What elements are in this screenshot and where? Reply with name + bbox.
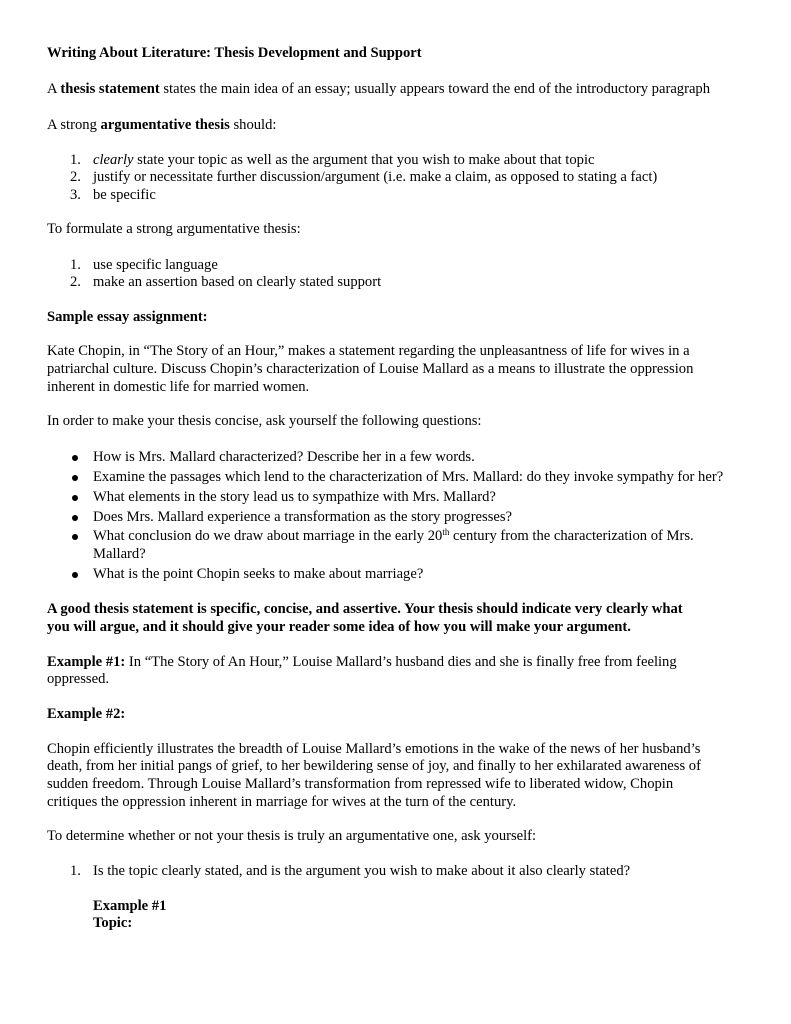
sample-heading: Sample essay assignment: <box>47 309 208 325</box>
list-item: clearly state your topic as well as the argument that you wish to make about that topic <box>93 152 595 168</box>
paragraph-line: sudden freedom. Through Louise Mallard’s transformation from repressed wife to liberated widow, Chopin <box>47 776 674 792</box>
paragraph-line: Chopin efficiently illustrates the breadth of Louise Mallard’s emotions in the wake of the news of her husband’s <box>47 741 701 757</box>
thesis-definition: A thesis statement states the main idea of an essay; usually appears toward the end of the introductory paragraph <box>47 81 711 97</box>
bullet-icon <box>72 515 78 521</box>
list-number: 2. <box>70 274 81 290</box>
paragraph-line: Kate Chopin, in “The Story of an Hour,” makes a statement regarding the unpleasantness of life for wives in a <box>47 343 690 359</box>
list-item: use specific language <box>93 257 218 273</box>
strong-thesis-intro: A strong argumentative thesis should: <box>47 117 277 133</box>
list-item: Does Mrs. Mallard experience a transformation as the story progresses? <box>93 509 513 525</box>
questions-intro: In order to make your thesis concise, ask yourself the following questions: <box>47 413 482 429</box>
bullet-icon <box>72 572 78 578</box>
list-item: Is the topic clearly stated, and is the argument you wish to make about it also clearly stated? <box>93 863 631 879</box>
list-item: What elements in the story lead us to sympathize with Mrs. Mallard? <box>93 489 496 505</box>
example-label: Example #1 <box>93 898 167 914</box>
topic-label: Topic: <box>93 915 133 931</box>
list-number: 1. <box>70 152 81 168</box>
paragraph-line: patriarchal culture. Discuss Chopin’s characterization of Louise Mallard as a means to illustrate the oppression <box>47 361 694 377</box>
paragraph-line: critiques the oppression inherent in marriage for wives at the turn of the century. <box>47 794 517 810</box>
list-number: 1. <box>70 257 81 273</box>
paragraph-line: you will argue, and it should give your reader some idea of how you will make your argument. <box>47 619 631 635</box>
paragraph-line: A good thesis statement is specific, concise, and assertive. Your thesis should indicate very clearly what <box>47 601 683 617</box>
determine-intro: To determine whether or not your thesis is truly an argumentative one, ask yourself: <box>47 828 537 844</box>
bullet-icon <box>72 495 78 501</box>
list-number: 3. <box>70 187 81 203</box>
formulate-intro: To formulate a strong argumentative thesis: <box>47 221 301 237</box>
bullet-icon <box>72 534 78 540</box>
list-number: 1. <box>70 863 81 879</box>
paragraph-line: Example #1: In “The Story of An Hour,” Louise Mallard’s husband dies and she is finally free from feeling <box>47 654 677 670</box>
paragraph-line: death, from her initial pangs of grief, to her bewildering sense of joy, and finally to her exhilarated awareness of <box>47 758 701 774</box>
document-title: Writing About Literature: Thesis Development and Support <box>47 45 422 61</box>
list-item-continuation: Mallard? <box>93 546 146 562</box>
paragraph-line: inherent in domestic life for married women. <box>47 379 310 395</box>
list-number: 2. <box>70 169 81 185</box>
list-item: How is Mrs. Mallard characterized? Describe her in a few words. <box>93 449 475 465</box>
list-item: What conclusion do we draw about marriage in the early 20th century from the characterization of Mrs. <box>93 527 694 544</box>
list-item: be specific <box>93 187 156 203</box>
list-item: make an assertion based on clearly stated support <box>93 274 382 290</box>
paragraph-line: oppressed. <box>47 671 110 687</box>
list-item: Examine the passages which lend to the characterization of Mrs. Mallard: do they invoke sympathy for her? <box>93 469 724 485</box>
list-item: What is the point Chopin seeks to make about marriage? <box>93 566 424 582</box>
example-2-label: Example #2: <box>47 706 126 722</box>
bullet-icon <box>72 475 78 481</box>
bullet-icon <box>72 455 78 461</box>
list-item: justify or necessitate further discussion/argument (i.e. make a claim, as opposed to stating a fact) <box>93 169 658 185</box>
